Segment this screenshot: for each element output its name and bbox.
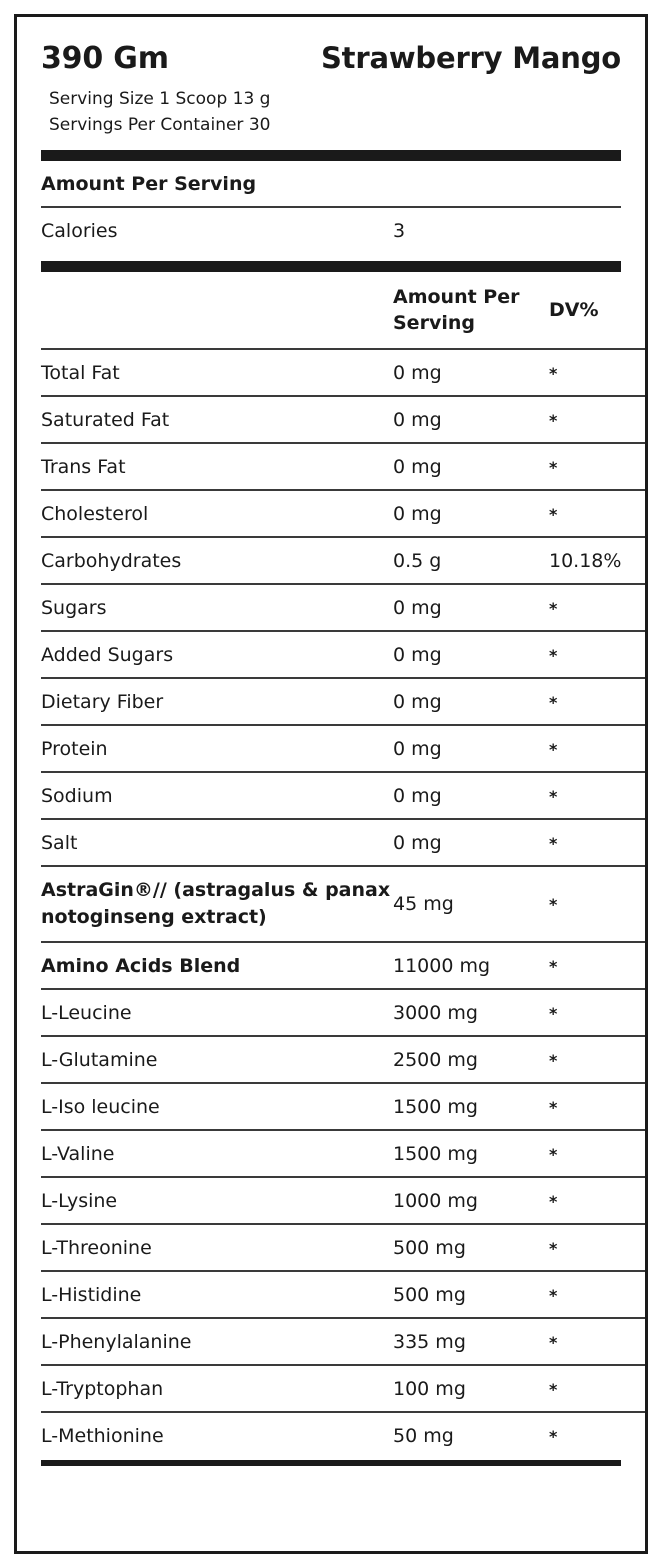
divider-thick-top (41, 150, 621, 161)
nutrient-dv: * (547, 584, 648, 631)
nutrient-name: L-Threonine (41, 1224, 391, 1271)
nutrient-name: Salt (41, 819, 391, 866)
nutrient-amount: 0 mg (391, 772, 547, 819)
nutrient-amount: 50 mg (393, 1425, 454, 1447)
serving-size: Serving Size 1 Scoop 13 g (49, 89, 271, 109)
nutrient-name: L-Leucine (41, 989, 391, 1036)
column-header-amount: Amount Per Serving (391, 272, 547, 349)
table-row (41, 1177, 648, 1224)
divider-bottom (41, 1460, 621, 1466)
nutrient-amount: 1000 mg (391, 1177, 547, 1224)
nutrient-name: Total Fat (41, 349, 391, 396)
nutrient-amount: 0.5 g (391, 537, 547, 584)
amount-per-serving-heading: Amount Per Serving (41, 173, 257, 195)
nutrient-dv: * (547, 396, 648, 443)
table-row (41, 1318, 648, 1365)
nutrient-amount: 2500 mg (391, 1036, 547, 1083)
nutrient-dv: * (547, 678, 648, 725)
column-header-name (41, 272, 391, 349)
nutrient-name: Added Sugars (41, 631, 391, 678)
nutrient-dv: * (547, 866, 648, 942)
nutrient-amount: 500 mg (391, 1271, 547, 1318)
nutrient-amount: 0 mg (391, 490, 547, 537)
calories-label: Calories (41, 220, 118, 242)
nutrient-amount: 1500 mg (391, 1130, 547, 1177)
table-row (41, 1271, 648, 1318)
nutrient-dv: * (547, 1224, 648, 1271)
nutrient-amount: 100 mg (391, 1365, 547, 1412)
nutrient-amount: 0 mg (391, 725, 547, 772)
nutrient-amount: 0 mg (391, 396, 547, 443)
table-row (41, 1412, 648, 1458)
nutrient-name: L-Iso leucine (41, 1083, 391, 1130)
nutrient-name: Amino Acids Blend (41, 942, 391, 989)
nutrient-name: Sugars (41, 584, 391, 631)
table-row (41, 989, 648, 1036)
table-row (41, 537, 648, 584)
table-row (41, 866, 648, 942)
nutrient-name: Carbohydrates (41, 537, 391, 584)
table-row (41, 396, 648, 443)
table-row (41, 678, 648, 725)
nutrient-amount: 0 mg (391, 349, 547, 396)
nutrient-dv: * (547, 349, 648, 396)
table-row (41, 349, 648, 396)
nutrient-amount: 3000 mg (391, 989, 547, 1036)
calories-dv (533, 208, 635, 253)
nutrient-dv: * (547, 1365, 648, 1412)
nutrient-name: Sodium (41, 772, 391, 819)
nutrient-dv: * (547, 725, 648, 772)
calories-value: 3 (393, 220, 406, 242)
nutrient-dv: * (547, 942, 648, 989)
table-row (41, 443, 648, 490)
column-header-dv: DV% (547, 272, 648, 349)
nutrient-dv: 10.18% (547, 537, 648, 584)
table-row (41, 1130, 648, 1177)
nutrient-amount: 1500 mg (391, 1083, 547, 1130)
nutrient-amount: 0 mg (391, 584, 547, 631)
nutrient-name: L-Tryptophan (41, 1365, 391, 1412)
nutrient-name: L-Lysine (41, 1177, 391, 1224)
nutrient-name: Saturated Fat (41, 396, 391, 443)
nutrient-amount: 0 mg (391, 443, 547, 490)
nutrient-dv: * (547, 631, 648, 678)
table-row (41, 631, 648, 678)
nutrition-table (41, 272, 648, 1458)
nutrient-amount: 500 mg (391, 1224, 547, 1271)
table-column-headers (41, 272, 648, 349)
nutrient-amount: 0 mg (391, 819, 547, 866)
nutrition-label-border (14, 14, 648, 1554)
nutrient-dv: * (547, 1271, 648, 1318)
nutrient-amount: 0 mg (391, 678, 547, 725)
table-row (41, 1365, 648, 1412)
nutrient-name: Trans Fat (41, 443, 391, 490)
nutrient-dv: * (547, 819, 648, 866)
label-header (41, 35, 621, 78)
flavor-name: Strawberry Mango (321, 41, 621, 75)
nutrient-name: Dietary Fiber (41, 678, 391, 725)
nutrient-dv: * (547, 1083, 648, 1130)
nutrient-amount: 11000 mg (391, 942, 547, 989)
nutrient-name: Protein (41, 725, 391, 772)
nutrient-dv: * (547, 989, 648, 1036)
nutrient-dv: * (547, 490, 648, 537)
serving-info (41, 78, 621, 142)
nutrient-name: L-Phenylalanine (41, 1318, 391, 1365)
table-row (41, 772, 648, 819)
servings-per-container: Servings Per Container 30 (49, 115, 271, 135)
nutrient-name: Cholesterol (41, 490, 391, 537)
table-row (41, 725, 648, 772)
nutrient-dv: * (547, 1177, 648, 1224)
nutrient-name: AstraGin®// (astragalus & panax notoginseng extract) (41, 866, 391, 942)
table-row (41, 942, 648, 989)
nutrient-amount: 45 mg (391, 866, 547, 942)
table-row (41, 819, 648, 866)
calories-row (41, 208, 635, 253)
nutrient-amount: 0 mg (391, 631, 547, 678)
nutrient-name: L-Valine (41, 1130, 391, 1177)
nutrient-dv: * (547, 1318, 648, 1365)
nutrient-name: L-Glutamine (41, 1036, 391, 1083)
nutrient-name: L-Methionine (41, 1425, 164, 1447)
nutrient-dv: * (547, 1130, 648, 1177)
nutrient-amount: 335 mg (391, 1318, 547, 1365)
nutrient-dv: * (547, 772, 648, 819)
nutrient-dv: * (549, 1426, 558, 1446)
table-row (41, 1036, 648, 1083)
nutrient-dv: * (547, 443, 648, 490)
calories-table (41, 208, 635, 253)
nutrient-dv: * (547, 1036, 648, 1083)
table-row (41, 584, 648, 631)
table-row (41, 1083, 648, 1130)
package-size: 390 Gm (41, 41, 169, 76)
table-row (41, 490, 648, 537)
nutrient-name: L-Histidine (41, 1271, 391, 1318)
divider-thick-mid (41, 261, 621, 272)
table-row (41, 1224, 648, 1271)
